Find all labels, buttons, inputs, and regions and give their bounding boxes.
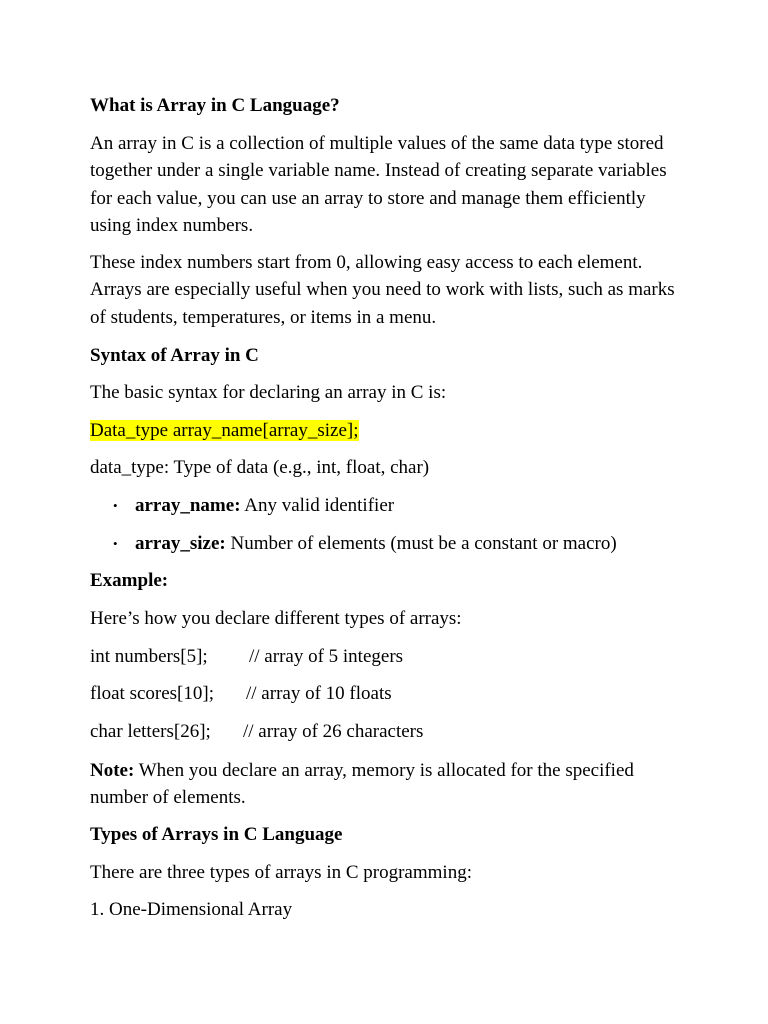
type-item-one-dimensional: 1. One-Dimensional Array — [90, 899, 293, 920]
example-intro: Here’s how you declare different types of arrays: — [90, 608, 462, 629]
bullet-label: array_name: — [135, 495, 241, 516]
example-line-float — [90, 680, 392, 707]
example-comment: // array of 5 integers — [249, 646, 404, 667]
example-line-int — [90, 643, 404, 670]
bullet-item-array-name — [135, 492, 394, 519]
heading-example: Example: — [90, 570, 169, 591]
data-type-description: data_type: Type of data (e.g., int, float, char) — [90, 457, 430, 478]
bullet-text: Number of elements (must be a constant or macro) — [225, 533, 617, 554]
syntax-intro: The basic syntax for declaring an array in C is: — [90, 382, 447, 403]
types-intro: There are three types of arrays in C programming: — [90, 862, 472, 883]
example-comment: // array of 26 characters — [243, 721, 424, 742]
heading-syntax: Syntax of Array in C — [90, 345, 259, 366]
bullet-dot-icon: • — [113, 498, 118, 513]
syntax-code-line — [90, 417, 359, 444]
bullet-dot-icon: • — [113, 536, 118, 551]
example-code: float scores[10]; — [90, 683, 214, 704]
bullet-item-array-size — [135, 530, 617, 557]
bullet-label: array_size: — [135, 533, 226, 554]
note-paragraph — [90, 757, 690, 812]
syntax-code-highlight: Data_type array_name[array_size]; — [90, 420, 359, 441]
example-code: int numbers[5]; — [90, 646, 208, 667]
note-text: When you declare an array, memory is allocated for the specified number of elements. — [90, 760, 634, 809]
heading-what-is-array: What is Array in C Language? — [90, 95, 340, 116]
example-line-char — [90, 718, 424, 745]
paragraph-index-numbers: These index numbers start from 0, allowing easy access to each element. Arrays are especially useful when you need to work with lists, such as marks of students, temperatures, or items in a menu. — [90, 252, 675, 328]
example-comment: // array of 10 floats — [246, 683, 392, 704]
example-code: char letters[26]; — [90, 721, 211, 742]
heading-types-of-arrays: Types of Arrays in C Language — [90, 824, 343, 845]
note-label: Note: — [90, 760, 135, 781]
paragraph-intro: An array in C is a collection of multiple values of the same data type stored together under a single variable name. Instead of creating separate variables for each value, you can use an array to store and manage them efficiently using index numbers. — [90, 133, 667, 236]
bullet-text: Any valid identifier — [240, 495, 395, 516]
